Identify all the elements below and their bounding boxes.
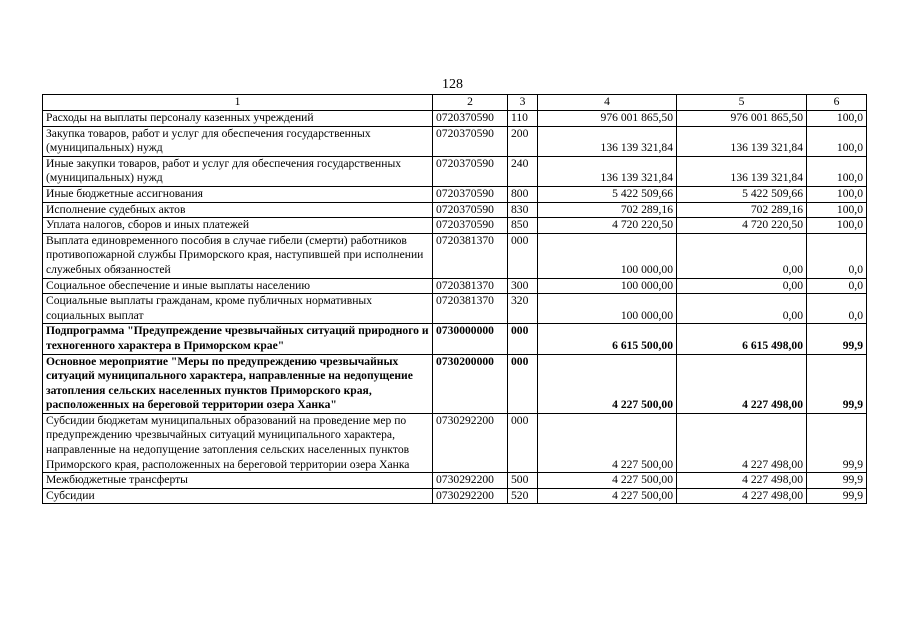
- row-code-cell: 0730292200: [433, 413, 508, 472]
- row-percent-cell: 100,0: [807, 218, 867, 234]
- row-type-cell: 000: [508, 413, 538, 472]
- row-name-cell: Подпрограмма "Предупреждение чрезвычайных ситуаций природного и техногенного характера в Приморском крае": [43, 324, 433, 354]
- row-percent-cell: 100,0: [807, 156, 867, 186]
- row-type-cell: 200: [508, 126, 538, 156]
- row-plan-cell: 4 227 500,00: [538, 473, 677, 489]
- row-fact-cell: 702 289,16: [677, 202, 807, 218]
- row-type-cell: 000: [508, 233, 538, 278]
- row-fact-cell: 4 720 220,50: [677, 218, 807, 234]
- row-percent-cell: 99,9: [807, 488, 867, 504]
- table-row: [43, 111, 867, 127]
- table-row: [43, 488, 867, 504]
- row-fact-cell: 0,00: [677, 233, 807, 278]
- table-row: [43, 186, 867, 202]
- row-type-cell: 240: [508, 156, 538, 186]
- row-type-cell: 300: [508, 278, 538, 294]
- row-name-cell: Иные закупки товаров, работ и услуг для обеспечения государственных (муниципальных) нужд: [43, 156, 433, 186]
- row-name-cell: Исполнение судебных актов: [43, 202, 433, 218]
- row-fact-cell: 136 139 321,84: [677, 156, 807, 186]
- row-plan-cell: 100 000,00: [538, 278, 677, 294]
- table-row: [43, 218, 867, 234]
- row-code-cell: 0720370590: [433, 202, 508, 218]
- row-type-cell: 110: [508, 111, 538, 127]
- table-row: [43, 354, 867, 413]
- row-plan-cell: 4 227 500,00: [538, 354, 677, 413]
- row-name-cell: Уплата налогов, сборов и иных платежей: [43, 218, 433, 234]
- table-header-row: [43, 95, 867, 111]
- row-plan-cell: 4 720 220,50: [538, 218, 677, 234]
- row-code-cell: 0720370590: [433, 111, 508, 127]
- row-code-cell: 0730292200: [433, 473, 508, 489]
- row-type-cell: 830: [508, 202, 538, 218]
- row-code-cell: 0730000000: [433, 324, 508, 354]
- row-name-cell: Субсидии бюджетам муниципальных образований на проведение мер по предупреждению чрезвычайных ситуаций муниципального характера, направленные на недопущение затопления сельских населенных пунктов Приморского края, расположенных на береговой территории озера Ханка: [43, 413, 433, 472]
- table-row: [43, 413, 867, 472]
- row-name-cell: Межбюджетные трансферты: [43, 473, 433, 489]
- row-name-cell: Социальное обеспечение и иные выплаты населению: [43, 278, 433, 294]
- table-row: [43, 202, 867, 218]
- row-code-cell: 0720381370: [433, 278, 508, 294]
- row-name-cell: Субсидии: [43, 488, 433, 504]
- row-code-cell: 0720370590: [433, 218, 508, 234]
- row-type-cell: 000: [508, 324, 538, 354]
- table-row: [43, 156, 867, 186]
- header-cell-type: 3: [508, 95, 538, 111]
- row-code-cell: 0730200000: [433, 354, 508, 413]
- header-cell-name: 1: [43, 95, 433, 111]
- row-fact-cell: 4 227 498,00: [677, 354, 807, 413]
- row-name-cell: Социальные выплаты гражданам, кроме публичных нормативных социальных выплат: [43, 294, 433, 324]
- row-percent-cell: 100,0: [807, 111, 867, 127]
- row-plan-cell: 976 001 865,50: [538, 111, 677, 127]
- row-percent-cell: 99,9: [807, 413, 867, 472]
- row-fact-cell: 136 139 321,84: [677, 126, 807, 156]
- table-row: [43, 278, 867, 294]
- row-plan-cell: 100 000,00: [538, 233, 677, 278]
- row-name-cell: Выплата единовременного пособия в случае гибели (смерти) работников противопожарной службы Приморского края, наступившей при исполнении служебных обязанностей: [43, 233, 433, 278]
- row-plan-cell: 136 139 321,84: [538, 156, 677, 186]
- row-percent-cell: 99,9: [807, 354, 867, 413]
- header-cell-plan: 4: [538, 95, 677, 111]
- row-code-cell: 0720381370: [433, 294, 508, 324]
- row-type-cell: 800: [508, 186, 538, 202]
- page-number: 128: [442, 77, 463, 92]
- row-type-cell: 520: [508, 488, 538, 504]
- row-code-cell: 0730292200: [433, 488, 508, 504]
- table-row: [43, 233, 867, 278]
- row-plan-cell: 4 227 500,00: [538, 488, 677, 504]
- row-percent-cell: 0,0: [807, 233, 867, 278]
- row-plan-cell: 5 422 509,66: [538, 186, 677, 202]
- row-percent-cell: 100,0: [807, 126, 867, 156]
- row-fact-cell: 4 227 498,00: [677, 473, 807, 489]
- row-plan-cell: 6 615 500,00: [538, 324, 677, 354]
- header-cell-fact: 5: [677, 95, 807, 111]
- row-code-cell: 0720370590: [433, 156, 508, 186]
- row-type-cell: 320: [508, 294, 538, 324]
- table-row: [43, 473, 867, 489]
- row-type-cell: 850: [508, 218, 538, 234]
- row-plan-cell: 100 000,00: [538, 294, 677, 324]
- row-percent-cell: 0,0: [807, 278, 867, 294]
- table-row: [43, 324, 867, 354]
- budget-table: [42, 94, 867, 504]
- row-name-cell: Иные бюджетные ассигнования: [43, 186, 433, 202]
- row-type-cell: 000: [508, 354, 538, 413]
- row-fact-cell: 976 001 865,50: [677, 111, 807, 127]
- row-fact-cell: 4 227 498,00: [677, 413, 807, 472]
- row-name-cell: Расходы на выплаты персоналу казенных учреждений: [43, 111, 433, 127]
- row-percent-cell: 100,0: [807, 186, 867, 202]
- row-fact-cell: 0,00: [677, 294, 807, 324]
- row-code-cell: 0720370590: [433, 126, 508, 156]
- row-name-cell: Основное мероприятие "Меры по предупреждению чрезвычайных ситуаций муниципального характера, направленные на недопущение затопления сельских населенных пунктов Приморского края, расположенных на береговой территории озера Ханка": [43, 354, 433, 413]
- table-row: [43, 126, 867, 156]
- row-plan-cell: 136 139 321,84: [538, 126, 677, 156]
- row-name-cell: Закупка товаров, работ и услуг для обеспечения государственных (муниципальных) нужд: [43, 126, 433, 156]
- header-cell-percent: 6: [807, 95, 867, 111]
- row-plan-cell: 702 289,16: [538, 202, 677, 218]
- row-code-cell: 0720370590: [433, 186, 508, 202]
- row-plan-cell: 4 227 500,00: [538, 413, 677, 472]
- row-fact-cell: 5 422 509,66: [677, 186, 807, 202]
- row-percent-cell: 0,0: [807, 294, 867, 324]
- row-percent-cell: 99,9: [807, 473, 867, 489]
- table-row: [43, 294, 867, 324]
- row-fact-cell: 6 615 498,00: [677, 324, 807, 354]
- row-fact-cell: 0,00: [677, 278, 807, 294]
- row-type-cell: 500: [508, 473, 538, 489]
- header-cell-code: 2: [433, 95, 508, 111]
- row-code-cell: 0720381370: [433, 233, 508, 278]
- row-fact-cell: 4 227 498,00: [677, 488, 807, 504]
- row-percent-cell: 100,0: [807, 202, 867, 218]
- row-percent-cell: 99,9: [807, 324, 867, 354]
